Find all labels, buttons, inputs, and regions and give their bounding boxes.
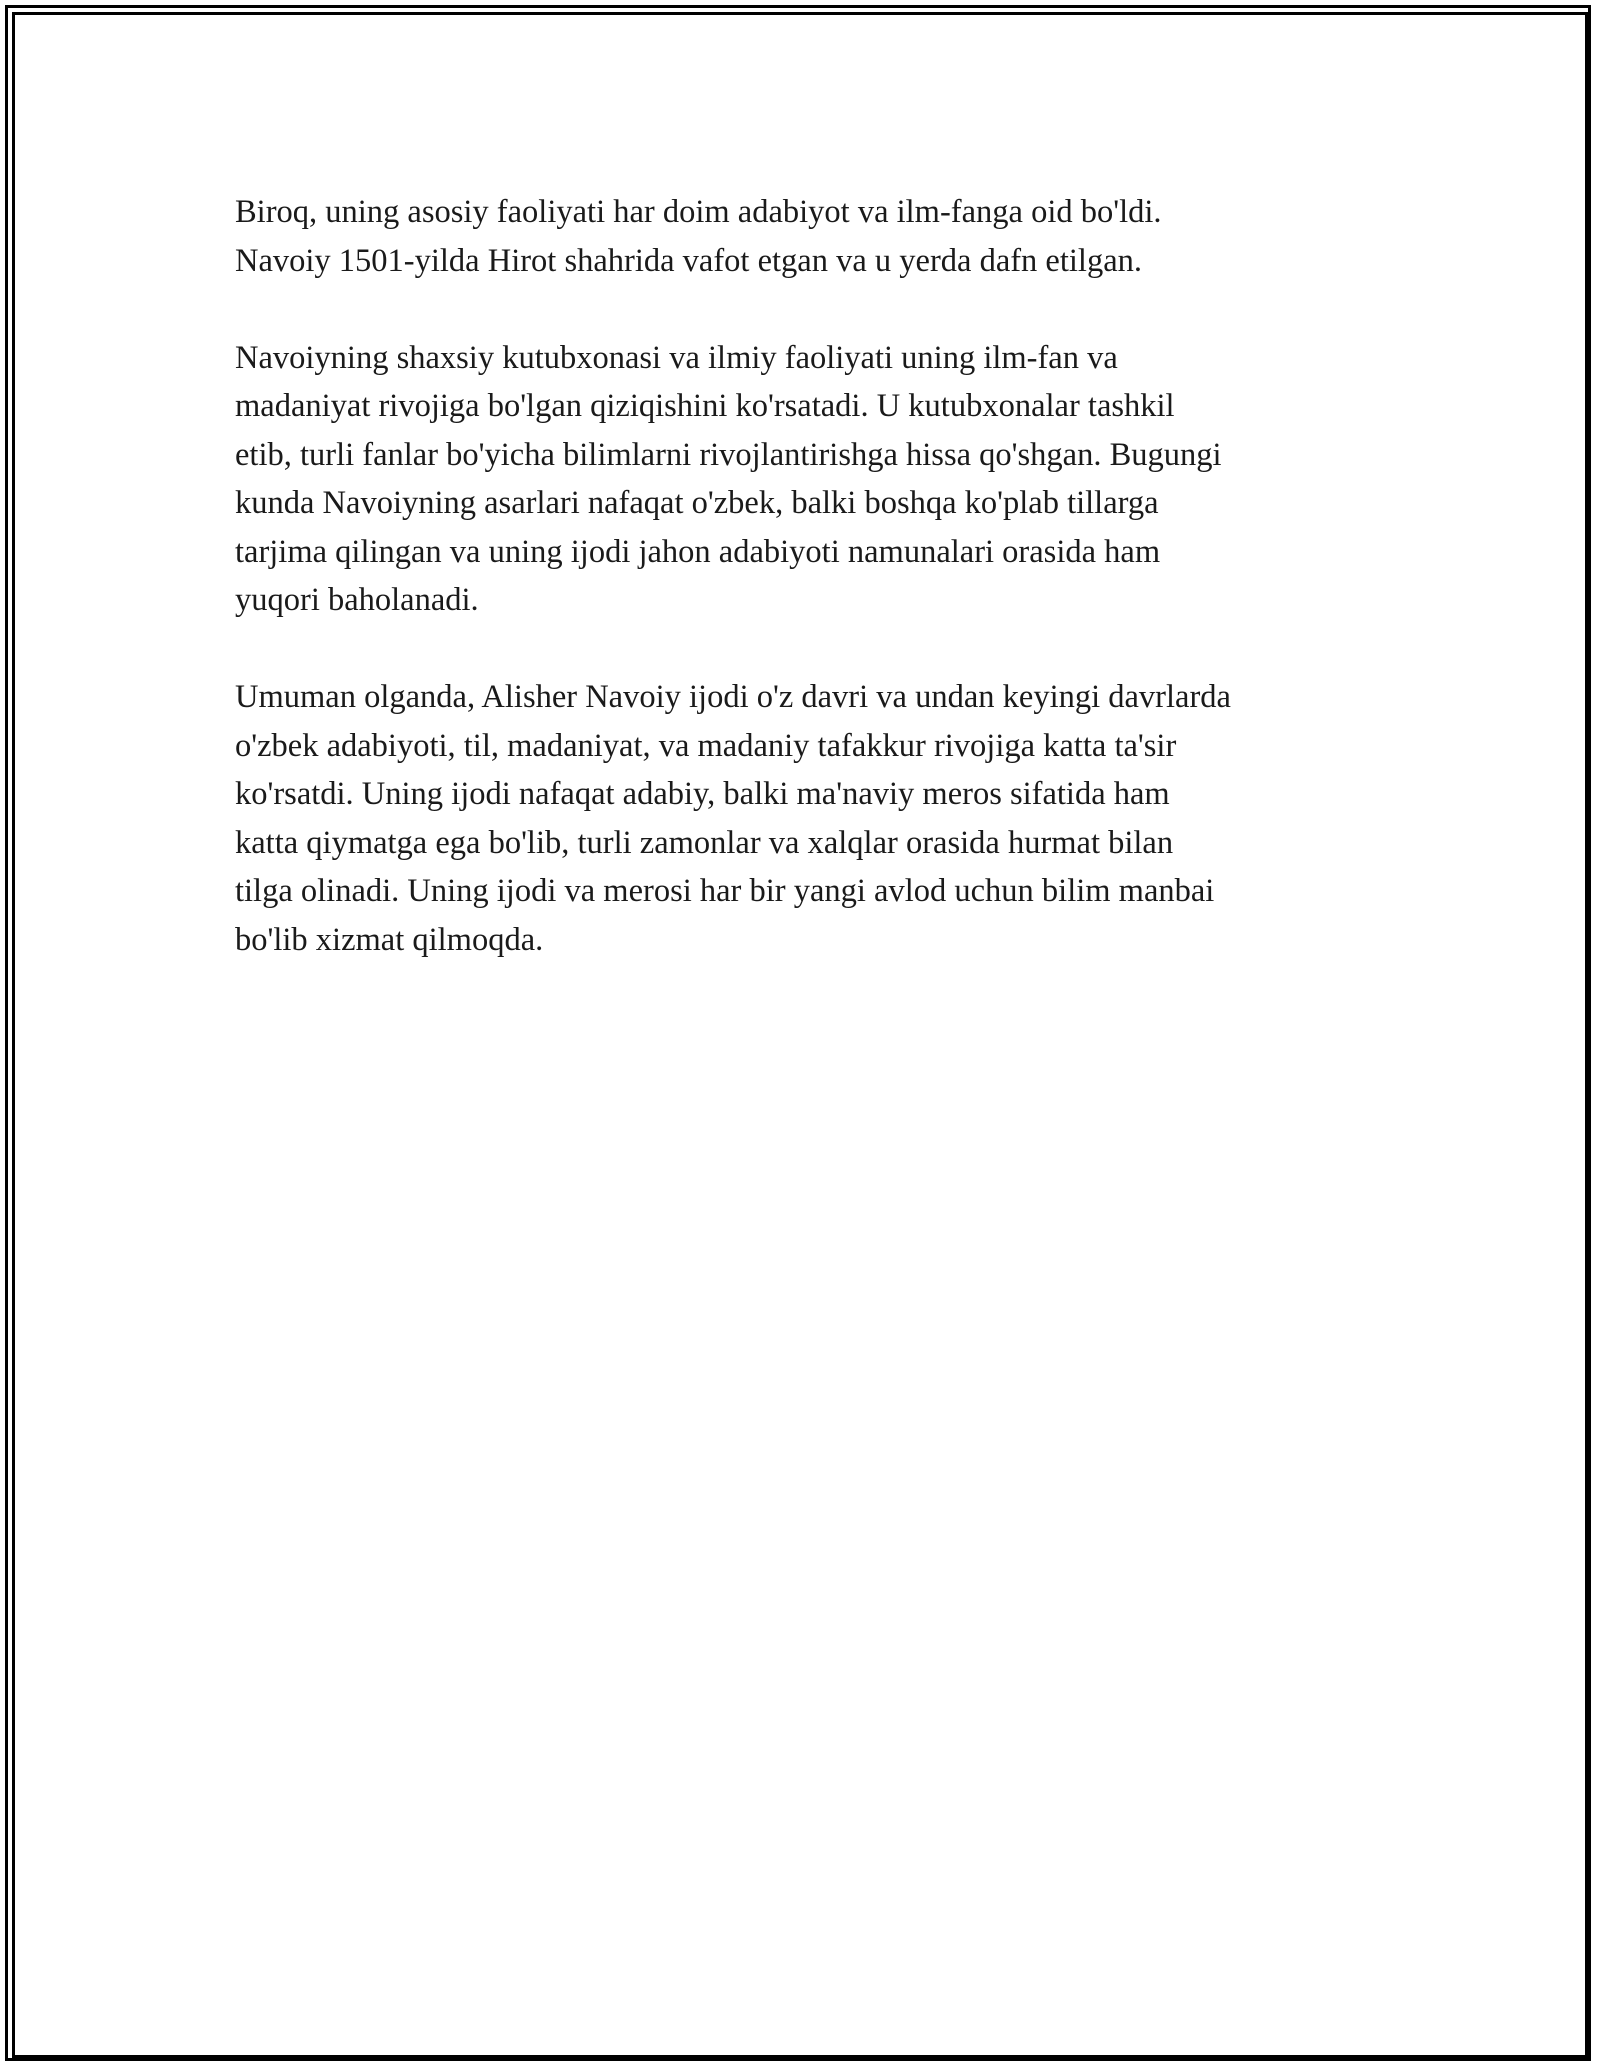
paragraph-2: Navoiyning shaxsiy kutubxonasi va ilmiy faoliyati uning ilm-fan va madaniyat rivojiga bo'lgan qiziqishini ko'rsatadi. U kutubxonalar tashkil etib, turli fanlar bo'yicha bilimlarni rivojlantirishga hissa qo'shgan. Bugungi kunda Navoiyning asarlari nafaqat o'zbek, balki boshqa ko'plab tillarga tarjima qilingan va uning ijodi jahon adabiyoti namunalari orasida ham yuqori baholanadi. [235, 339, 1222, 618]
paragraph-1: Biroq, uning asosiy faoliyati har doim adabiyot va ilm-fanga oid bo'ldi. Navoiy 1501-yilda Hirot shahrida vafot etgan va u yerda dafn etilgan. [235, 194, 1162, 279]
paragraph-3: Umuman olganda, Alisher Navoiy ijodi o'z davri va undan keyingi davrlarda o'zbek adabiyoti, til, madaniyat, va madaniy tafakkur rivojiga katta ta'sir ko'rsatdi. Uning ijodi nafaqat adabiy, balki ma'naviy meros sifatida ham katta qiymatga ega bo'lib, turli zamonlar va xalqlar orasida hurmat bilan tilga olinadi. Uning ijodi va merosi har bir yangi avlod uchun bilim manbai bo'lib xizmat qilmoqda. [235, 679, 1231, 958]
document-body [235, 188, 1385, 1013]
